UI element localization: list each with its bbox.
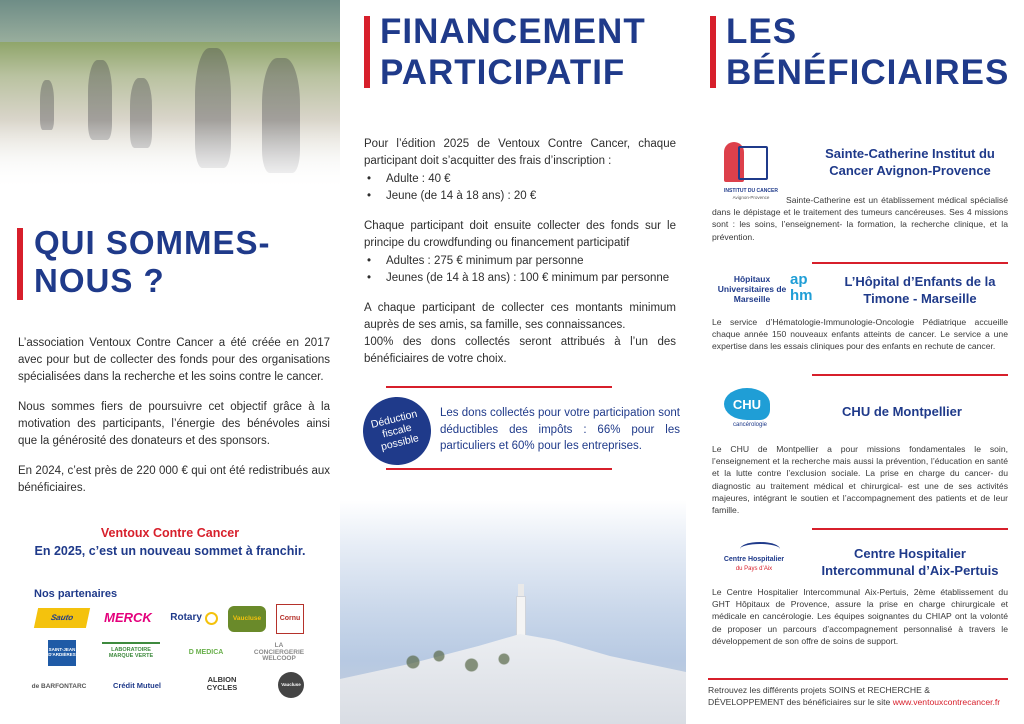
list-item: • Adultes : 275 € minimum par personne <box>364 253 676 270</box>
partner-logo: Crédit Mutuel <box>113 681 161 691</box>
partner-logo: Vaucluse <box>278 672 304 698</box>
tax-deduction-badge: Déduction fiscale possible <box>356 390 438 472</box>
footer-note <box>708 684 1008 709</box>
chu-logo: CHU cancérologie <box>720 384 780 434</box>
sainte-catherine-logo: INSTITUT DU CANCER Avignon-Provence <box>716 138 786 204</box>
about-title-line2: NOUS ? <box>34 262 165 300</box>
title-accent-bar <box>710 16 716 88</box>
partner-logo: Sauto <box>34 608 90 628</box>
list-item: • Jeunes (de 14 à 18 ans) : 100 € minimum par personne <box>364 270 676 287</box>
website-link[interactable]: www.ventouxcontrecancer.fr <box>892 697 1001 708</box>
divider <box>708 678 1008 680</box>
beneficiary-text: Le Centre Hospitalier Intercommunal Aix-Pertuis, 2ème établissement du GHT Hôpitaux de Provence, assure la prise en charge chirurgicale et médicale en cancérologie. Les équipes soignantes du CHIAP ont la volonté de proposer un parcours d’accompagnement personnalisé à travers le développement de son offre de soins de support. <box>712 587 1008 646</box>
beneficiary-title: Centre Hospitalier Intercommunal d’Aix-Pertuis <box>821 546 999 578</box>
partner-logo: Vaucluse <box>228 606 266 632</box>
beneficiary-title: Sainte-Catherine Institut du Cancer Avignon-Provence <box>825 146 995 178</box>
partner-logo: de BARFONTARC <box>31 682 87 690</box>
partner-logo: LA CONCIERGERIE WELCOOP <box>253 641 305 663</box>
fee-list <box>364 171 676 205</box>
divider <box>812 528 1008 530</box>
about-panel <box>0 0 340 724</box>
beneficiaries-title-line1: LES <box>726 12 798 51</box>
collect-text-2: 100% des dons collectés seront attribués à l’un des bénéficiaires de votre choix. <box>364 336 676 366</box>
about-text <box>18 335 330 510</box>
beneficiaries-title <box>726 12 1009 93</box>
hikers-photo <box>0 0 340 190</box>
title-accent-bar <box>17 228 23 300</box>
about-paragraph: En 2024, c’est près de 220 000 € qui ont été redistribués aux bénéficiaires. <box>18 465 330 495</box>
about-paragraph: Nous sommes fiers de poursuivre cet objectif grâce à la motivation des participants, l’énergie des bénévoles ainsi que la générosité des donateurs et des sponsors. <box>18 401 330 448</box>
divider <box>812 262 1008 264</box>
footer-text: Retrouvez les différents projets SOINS et RECHERCHE & DÉVELOPPEMENT des bénéficiaires sur le site <box>708 685 930 708</box>
ch-aix-logo: Centre Hospitalier du Pays d’Aix <box>716 540 792 580</box>
divider <box>386 386 612 388</box>
tagline: En 2025, c’est un nouveau sommet à franchir. <box>34 544 306 558</box>
partner-logo: SAINT-JEAN D'ARDIÈRES <box>48 640 76 666</box>
org-name: Ventoux Contre Cancer <box>100 526 240 540</box>
funding-title <box>380 12 646 93</box>
funding-text <box>364 136 676 381</box>
about-title-line1: QUI SOMMES- <box>34 224 271 261</box>
partner-logo: LABORATOIRE MARQUE VERTE <box>102 642 160 664</box>
fee-intro: Pour l’édition 2025 de Ventoux Contre Cancer, chaque participant doit s’acquitter des frais d’inscription : <box>364 138 676 168</box>
collect-text: A chaque participant de collecter ces montants minimum auprès de ses amis, sa famille, ses connaissances. <box>364 302 676 332</box>
partner-logo: ALBION CYCLES <box>206 675 238 692</box>
about-title <box>34 224 271 301</box>
beneficiary-title: CHU de Montpellier <box>842 404 962 419</box>
beneficiary-text: Sainte-Catherine est un établissement médical spécialisé dans le dépistage et le traitement des tumeurs cancéreuses. Ses 4 missions sont : les soins, l’enseignement- la formation, la recherche clinique, et la prévention. <box>712 195 1008 242</box>
partner-logo: MERCK <box>104 610 152 626</box>
partner-logo: D MEDICA <box>188 649 224 657</box>
divider <box>386 468 612 470</box>
minimum-list <box>364 253 676 287</box>
beneficiary-text: Le CHU de Montpellier a pour missions fondamentales le soin, l’enseignement et la recherche mais aussi la prévention, l’éducation en santé et la lutte contre l’exclusion sociale. La prise en charge du cancer- du diagnostic au traitement médical et chirurgical- est une de ses activités majeures, intégrant le soutien et l’accompagnement des patients et de leur famille. <box>712 444 1008 516</box>
mont-ventoux-photo <box>340 500 686 724</box>
title-accent-bar <box>364 16 370 88</box>
beneficiary-text: Le service d’Hématologie-Immunologie-Oncologie Pédiatrique accueille chaque année 150 nouveaux enfants atteints de cancer. Le service a une expertise dans les essais cliniques pour des enfants en rechute de cancer. <box>712 317 1008 352</box>
partner-logo: Rotary <box>166 608 222 628</box>
deduction-text: Les dons collectés pour votre participation sont déductibles des impôts : 66% pour les particuliers et 60% pour les entreprises. <box>440 407 680 453</box>
partner-logo: Cornu <box>276 604 304 634</box>
partners-label: Nos partenaires <box>34 588 118 600</box>
list-item: • Adulte : 40 € <box>364 171 676 188</box>
aphm-logo: Hôpitaux Universitaires de Marseille ap hm <box>717 271 813 305</box>
divider <box>812 374 1008 376</box>
collect-intro: Chaque participant doit ensuite collecter des fonds sur le principe du crowdfunding ou financement participatif <box>364 220 676 250</box>
beneficiary-title: L’Hôpital d’Enfants de la Timone - Marseille <box>844 274 996 306</box>
funding-title-line1: FINANCEMENT <box>380 12 646 51</box>
about-paragraph: L’association Ventoux Contre Cancer a été créée en 2017 avec pour but de collecter des fonds pour des organisations spécialisées dans la recherche et les soins contre le cancer. <box>18 337 330 384</box>
list-item: • Jeune (de 14 à 18 ans) : 20 € <box>364 188 676 205</box>
funding-title-line2: PARTICIPATIF <box>380 52 626 92</box>
beneficiaries-title-line2: BÉNÉFICIAIRES <box>726 52 1010 92</box>
